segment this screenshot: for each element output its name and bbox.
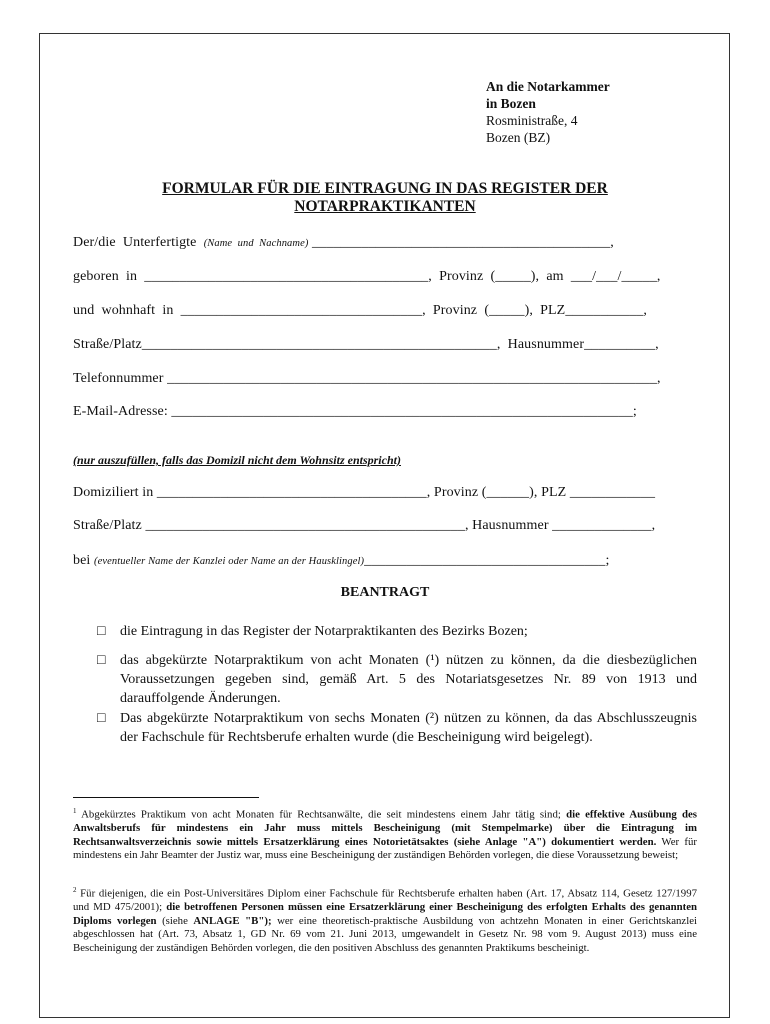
form-title-line-1: FORMULAR FÜR DIE EINTRAGUNG IN DAS REGISTER DER (162, 180, 608, 197)
phone-field[interactable]: Telefonnummer _____________________________________________________________________, (73, 371, 661, 386)
residence-field[interactable]: und wohnhaft in __________________________________, Provinz (_____), PLZ___________, (73, 303, 648, 318)
option-eight-months[interactable] (97, 651, 697, 708)
recipient-line-1: An die Notarkammer (486, 79, 610, 94)
email-field[interactable]: E-Mail-Adresse: _________________________________________________________________; (73, 404, 637, 419)
option-registration-text: die Eintragung in das Register der Notarpraktikanten des Bezirks Bozen; (120, 624, 528, 639)
footnote-1-text-a: Abgekürztes Praktikum von acht Monaten für Rechtsanwälte, die seit mindestens einem Jahr tätig sind; (76, 808, 567, 821)
name-field[interactable] (73, 235, 697, 251)
footnote-2 (73, 884, 697, 955)
name-blank[interactable]: __________________________________________, (308, 235, 614, 250)
recipient-line-2: in Bozen (486, 96, 536, 111)
recipient-address (486, 78, 610, 146)
at-hint: (eventueller Name der Kanzlei oder Name an der Hausklingel) (94, 556, 365, 567)
at-label: bei (73, 553, 95, 568)
name-label: Der/die Unterfertigte (73, 235, 204, 250)
checkbox-icon[interactable]: □ (97, 653, 106, 668)
domicile-place-field[interactable]: Domiziliert in ______________________________________, Provinz (______), PLZ ____________ (73, 485, 656, 500)
recipient-line-4: Bozen (BZ) (486, 130, 551, 145)
footnote-2-text-e: wer eine theoretisch-praktische Ausbildung von achtzehn Monaten in einer Gerichtskanzlei abgeschlossen hat (Art. 73, Absatz 1, GD Nr. 69 vom 21. Juni 2013, umgewandelt in Gesetz Nr. 98 vom 9. August 2013) muss eine Bescheinigung der zuständigen Behörden vorlegen, die den positiven Abschluss des genannten Praktikums bescheinigt. (73, 914, 698, 954)
footnote-2-mark: 2 (73, 886, 77, 894)
option-registration[interactable] (97, 622, 697, 641)
form-title-line-2: NOTARPRAKTIKANTEN (294, 198, 476, 215)
checkbox-icon[interactable]: □ (97, 711, 106, 726)
footnote-1-text-b: die effektive Ausübung des Anwaltsberufs für mindestens ein Jahr muss mittels Bescheinigung (mit Stempelmarke) über die Eintragung im Rechtsanwaltsverzeichnis sowie mittels Ersatzerklärung eines Notorietätsaktes (siehe Anlage "A") dokumentiert werden. (73, 808, 697, 848)
footnote-1 (73, 805, 697, 863)
recipient-line-3: Rosministraße, 4 (486, 113, 578, 128)
footnote-2-text-b: die betroffenen Personen müssen eine Ersatzerklärung einer Bescheinigung des erfolgten Erhalts des genannten Diploms vorlegen (73, 901, 698, 927)
birth-field[interactable]: geboren in ________________________________________, Provinz (_____), am ___/___/_____, (73, 269, 661, 284)
checkbox-icon[interactable]: □ (97, 624, 106, 639)
domicile-street-field[interactable]: Straße/Platz _____________________________________________, Hausnummer ______________, (73, 518, 656, 533)
name-hint: (Name und Nachname) (203, 238, 309, 249)
footnote-2-text-d: ANLAGE "B"); (193, 914, 272, 927)
domicile-note: (nur auszufüllen, falls das Domizil nicht dem Wohnsitz entspricht) (73, 453, 401, 467)
request-heading: BEANTRAGT (340, 585, 430, 600)
form-title (73, 180, 697, 216)
footnote-1-text-c: Wer für mindestens ein Jahr Beamter der Justiz war, muss eine Bescheinigung der zuständigen Behörden vorlegen, die diese Voraussetzung beweist; (73, 835, 697, 862)
footnote-1-mark: 1 (73, 807, 77, 815)
at-blank[interactable]: __________________________________; (364, 553, 610, 568)
footnote-2-text-a: Für diejenigen, die ein Post-Universitäres Diplom einer Fachschule für Rechtsberufe erhalten haben (Art. 17, Absatz 114, Gesetz 127/1997 und MD 475/2001); (73, 887, 697, 914)
domicile-at-field[interactable] (73, 553, 697, 569)
option-six-months[interactable] (97, 709, 697, 747)
footnote-2-text-c: (siehe (156, 914, 194, 927)
street-field[interactable]: Straße/Platz__________________________________________________, Hausnummer__________, (73, 337, 659, 352)
footnote-divider (73, 797, 259, 798)
option-six-months-text: Das abgekürzte Notarpraktikum von sechs Monaten (²) nützen zu können, da das Abschlusszeugnis der Fachschule für Rechtsberufe erhalten wurde (die Bescheinigung wird beigelegt). (120, 711, 697, 745)
option-eight-months-text: das abgekürzte Notarpraktikum von acht Monaten (¹) nützen zu können, da die diesbezüglichen Voraussetzungen gegeben sind, gemäß Art. 5 des Notariatsgesetzes Nr. 89 von 1913 und darauffolgende Änderungen. (120, 653, 697, 706)
